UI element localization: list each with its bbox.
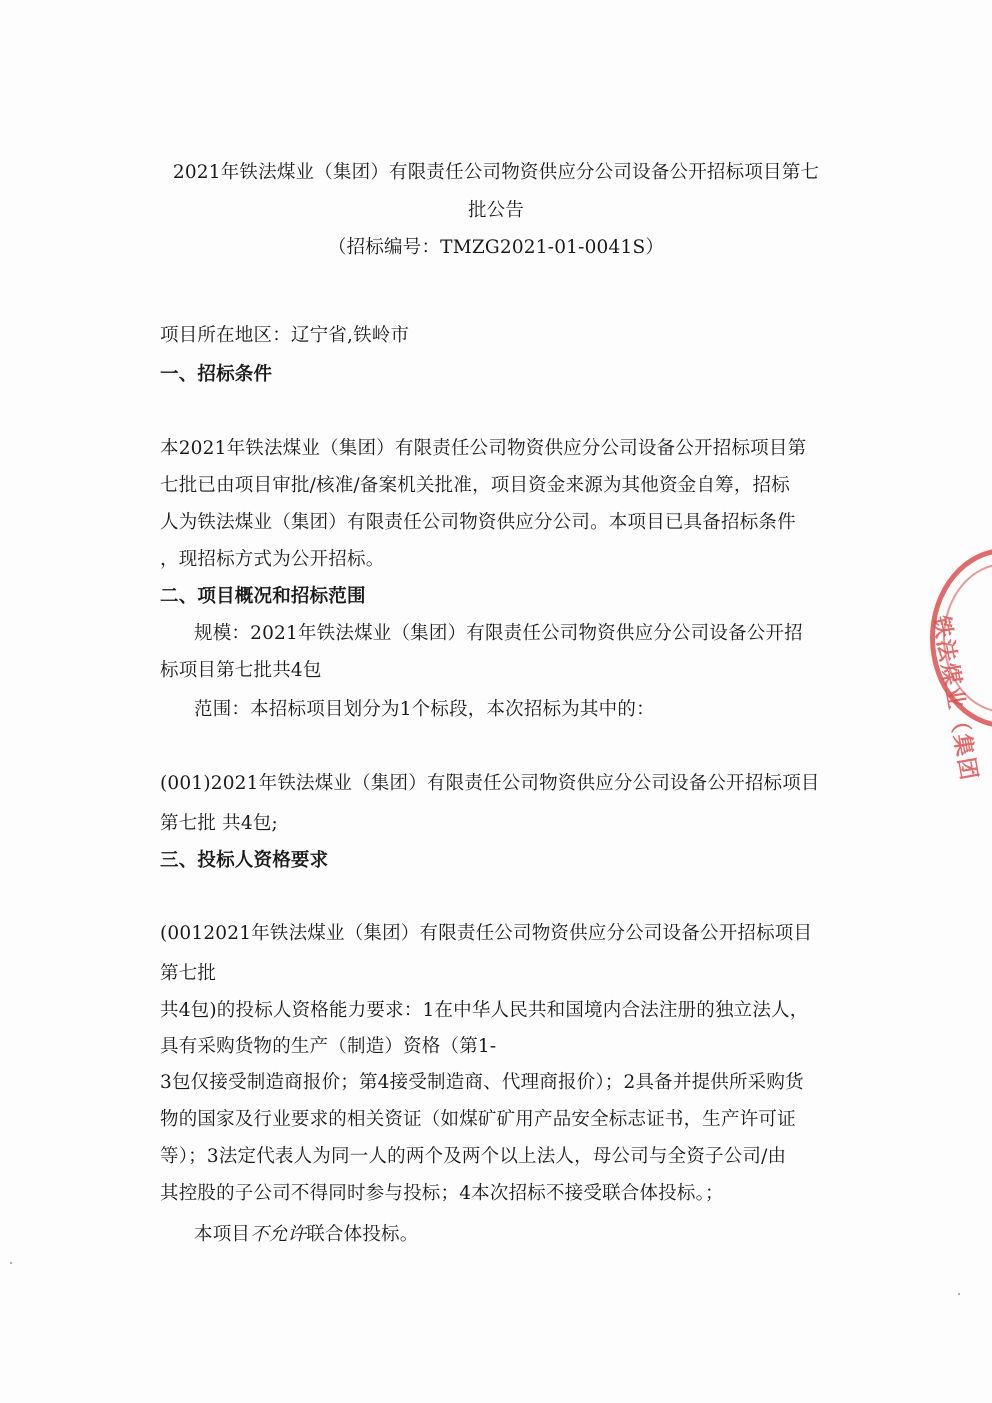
section3-line: 物的国家及行业要求的相关资证（如煤矿矿用产品安全标志证书，生产许可证 (160, 1109, 796, 1130)
seal-text: 铁法煤业（集团 (927, 613, 982, 784)
doc-title-line2: 批公告 (467, 200, 525, 221)
lot-line1: (001)2021年铁法煤业（集团）有限责任公司物资供应分公司设备公开招标项目 (160, 773, 820, 794)
consortium-prefix: 本项目 (194, 1224, 251, 1245)
scan-speck (10, 1262, 12, 1264)
consortium-suffix: 联合体投标。 (306, 1224, 419, 1245)
section3-line: 其控股的子公司不得同时参与投标；4本次招标不接受联合体投标。； (160, 1183, 724, 1204)
lot-line2: 第七批 共4包; (160, 813, 278, 834)
section1-heading: 一、招标条件 (160, 364, 273, 385)
section3-line: 等）；3法定代表人为同一人的两个及两个以上法人，母公司与全资子公司/由 (160, 1146, 787, 1167)
consortium-note (194, 1222, 418, 1248)
company-seal (927, 548, 992, 784)
section3-line: 3包仅接受制造商报价；第4接受制造商、代理商报价）；2具备并提供所采购货 (160, 1072, 804, 1093)
tender-code: （招标编号：TMZG2021-01-0041S） (327, 237, 665, 258)
section3-line: (0012021年铁法煤业（集团）有限责任公司物资供应分公司设备公开招标项目 (160, 923, 813, 944)
section3-line: 具有采购货物的生产（制造）资格（第1- (160, 1036, 497, 1057)
section1-line: 七批已由项目审批/核准/备案机关批准，项目资金来源为其他资金自筹，招标 (160, 475, 790, 496)
doc-title-line1: 2021年铁法煤业（集团）有限责任公司物资供应分公司设备公开招标项目第七 (172, 162, 820, 183)
section3-line: 第七批 (160, 963, 217, 984)
range-line: 范围：本招标项目划分为1个标段，本次招标为其中的： (194, 699, 655, 720)
section1-line: 人为铁法煤业（集团）有限责任公司物资供应分公司。本项目已具备招标条件 (160, 512, 796, 533)
section1-line: ，现招标方式为公开招标。 (160, 549, 385, 570)
scale-line2: 标项目第七批共4包 (160, 660, 322, 681)
section2-heading: 二、项目概况和招标范围 (160, 586, 366, 607)
scale-line1: 规模：2021年铁法煤业（集团）有限责任公司物资供应分公司设备公开招 (194, 623, 803, 644)
consortium-not-allowed: 不允许 (250, 1224, 307, 1245)
section3-line: 共4包)的投标人资格能力要求：1在中华人民共和国境内合法注册的独立法人， (160, 1000, 809, 1021)
scan-speck (958, 1293, 960, 1295)
section1-line: 本2021年铁法煤业（集团）有限责任公司物资供应分公司设备公开招标项目第 (160, 438, 807, 459)
project-region: 项目所在地区：辽宁省,铁岭市 (160, 325, 410, 346)
section3-heading: 三、投标人资格要求 (160, 850, 329, 871)
